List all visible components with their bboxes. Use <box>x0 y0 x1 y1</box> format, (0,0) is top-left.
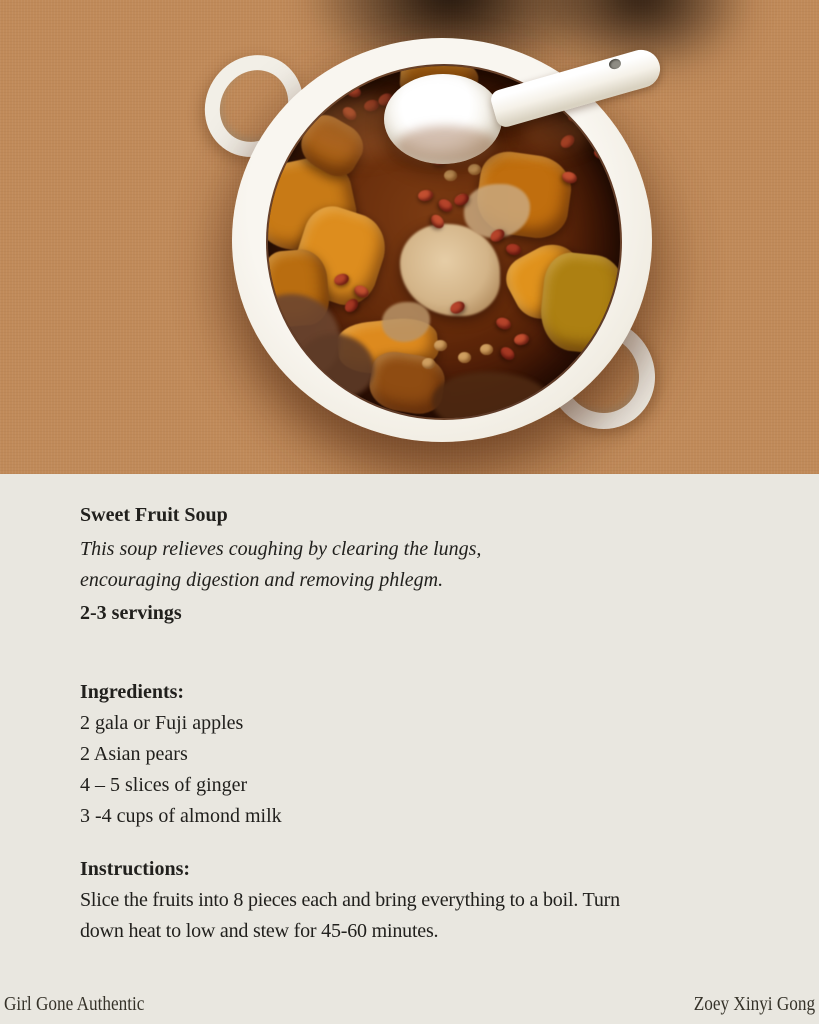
instructions-heading: Instructions: <box>80 858 191 880</box>
description-line: encouraging digestion and removing phlegm. <box>80 569 444 591</box>
chickpea <box>434 340 447 351</box>
chickpea <box>444 170 457 181</box>
spoon-broth-reflection <box>396 126 496 164</box>
ingredient-item: 3 -4 cups of almond milk <box>80 805 282 827</box>
instruction-line: down heat to low and stew for 45-60 minutes. <box>80 920 439 942</box>
chickpea <box>480 344 493 355</box>
footer-author: Zoey Xinyi Gong <box>693 993 815 1015</box>
recipe-description <box>80 534 760 596</box>
recipe-text-block <box>80 474 760 947</box>
ingredient-item: 2 gala or Fuji apples <box>80 712 244 734</box>
footer-brand: Girl Gone Authentic <box>4 993 145 1015</box>
goji-berry <box>505 243 522 257</box>
goji-berry <box>417 189 434 202</box>
recipe-title: Sweet Fruit Soup <box>80 504 228 526</box>
goji-berry <box>513 333 530 347</box>
goji-berry <box>494 316 512 332</box>
ingredients-heading: Ingredients: <box>80 681 185 703</box>
ingredient-item: 2 Asian pears <box>80 743 188 765</box>
description-line: This soup relieves coughing by clearing the lungs, <box>80 538 482 560</box>
goji-berry <box>436 197 455 215</box>
ingredient-item: 4 – 5 slices of ginger <box>80 774 248 796</box>
fruit-chunk <box>537 250 622 356</box>
chickpea <box>468 164 481 175</box>
stewed-pear-piece <box>298 334 374 398</box>
chickpea <box>458 352 471 363</box>
dark-broth-patch <box>432 372 552 420</box>
goji-berry <box>498 345 517 363</box>
chickpea <box>422 358 435 369</box>
soup-photo <box>0 0 819 474</box>
servings-label: 2-3 servings <box>80 602 182 624</box>
footer <box>4 993 815 1016</box>
instruction-line: Slice the fruits into 8 pieces each and bring everything to a boil. Turn <box>80 889 620 911</box>
